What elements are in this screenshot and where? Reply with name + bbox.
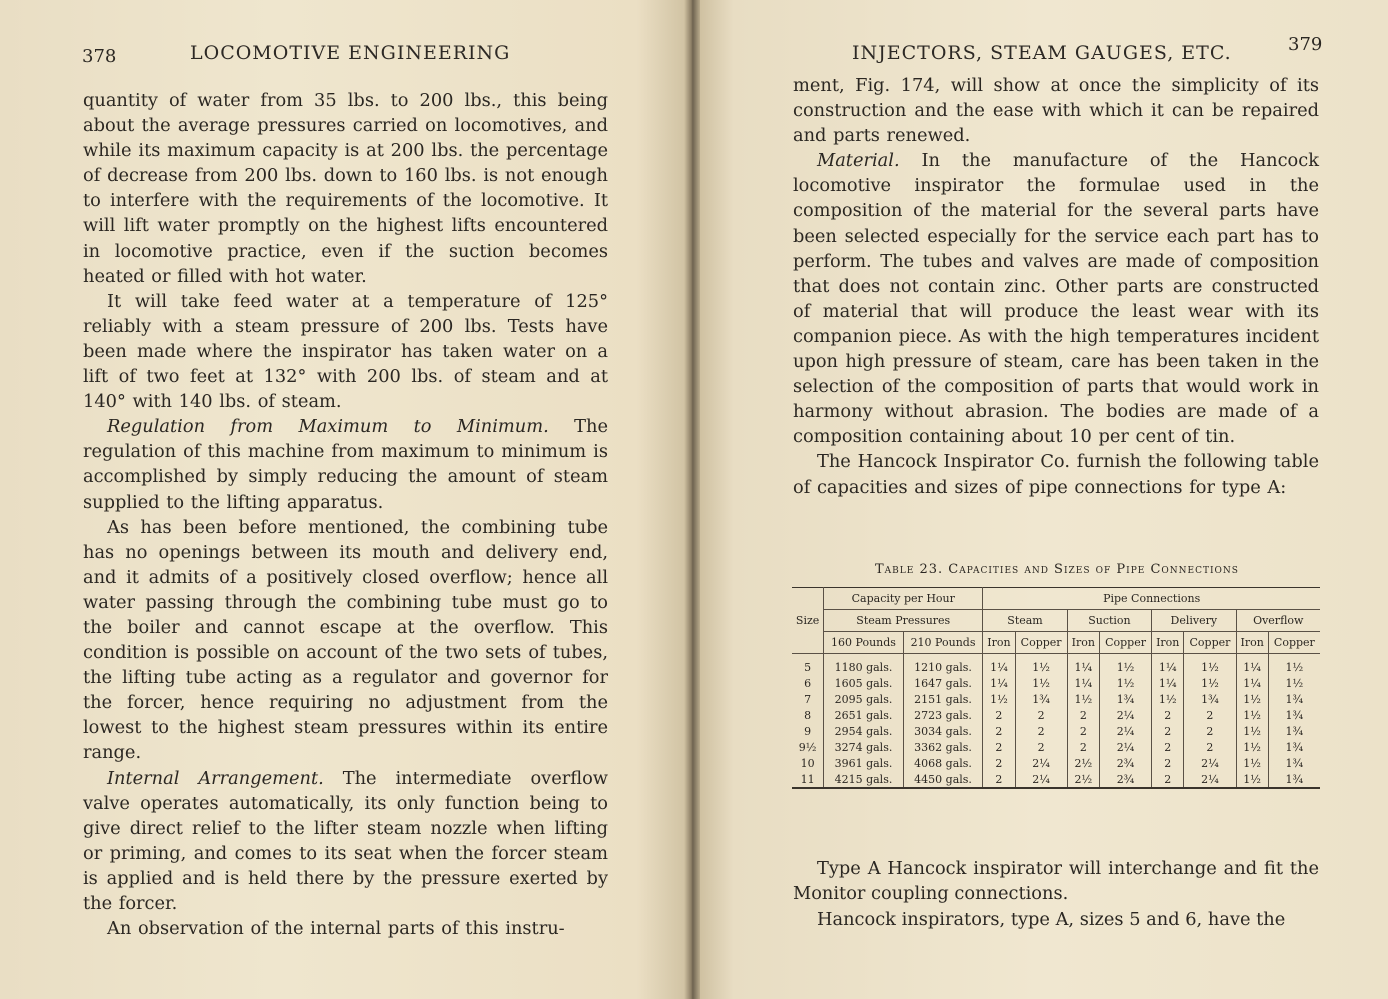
section-heading: Internal Arrangement. (107, 767, 324, 789)
table-cell: 1½ (1067, 691, 1099, 707)
table-cell: 3961 gals. (824, 755, 904, 771)
table-cell: 2½ (1067, 755, 1099, 771)
column-header: Copper (1099, 632, 1151, 654)
closing-text (793, 856, 1319, 932)
table-cell: 1180 gals. (824, 654, 904, 676)
body-text (793, 73, 1319, 500)
table-cell: 1½ (1152, 691, 1184, 707)
table-cell: 2¼ (1015, 771, 1067, 788)
table-cell: 2 (983, 707, 1015, 723)
column-header: Iron (1152, 632, 1184, 654)
group-header-steam: Steam (983, 610, 1067, 632)
table-cell: 2 (1015, 739, 1067, 755)
table-cell: 1½ (1099, 654, 1151, 676)
table-cell: 1¾ (1268, 691, 1320, 707)
paragraph: Type A Hancock inspirator will interchange and fit the Monitor coupling connections. (793, 858, 1319, 905)
table-cell: 2 (1067, 723, 1099, 739)
column-header: 160 Pounds (824, 632, 904, 654)
right-page (692, 0, 1388, 999)
column-header: Iron (1236, 632, 1268, 654)
table-row (792, 691, 1320, 707)
left-page (0, 0, 692, 999)
table-cell: 2 (1152, 723, 1184, 739)
group-header-suction: Suction (1067, 610, 1151, 632)
table-row (792, 707, 1320, 723)
table-cell: 1½ (1236, 771, 1268, 788)
table-cell: 1½ (1015, 675, 1067, 691)
table (792, 587, 1320, 789)
table-row (792, 755, 1320, 771)
table-cell: 3274 gals. (824, 739, 904, 755)
group-header-overflow: Overflow (1236, 610, 1320, 632)
table-cell: 2¼ (1099, 707, 1151, 723)
table-cell: 1½ (1236, 691, 1268, 707)
table-cell: 1¼ (983, 654, 1015, 676)
pipe-connections-header: Pipe Connections (983, 588, 1320, 610)
column-header: Iron (1067, 632, 1099, 654)
table-cell: 1¾ (1268, 739, 1320, 755)
table-cell: 2¼ (1099, 723, 1151, 739)
running-head: LOCOMOTIVE ENGINEERING (190, 42, 511, 64)
column-header: Copper (1184, 632, 1236, 654)
page-number: 378 (82, 46, 117, 67)
table-cell: 2 (1152, 771, 1184, 788)
table-cell: 1½ (983, 691, 1015, 707)
table-cell: 2¼ (1099, 739, 1151, 755)
paragraph: Hancock inspirators, type A, sizes 5 and 6, have the (817, 908, 1286, 930)
table-cell: 1¾ (1268, 755, 1320, 771)
paragraph: Internal Arrangement. The intermediate overflow valve operates automatically, its only function being to give direct relief to the lifter steam nozzle when lifting or priming, and comes to its seat when the forcer steam is applied and is held there by the pressure exerted by the forcer. (83, 767, 609, 914)
size-cell: 5 (804, 660, 812, 674)
column-header: 210 Pounds (903, 632, 983, 654)
size-cell: 11 (800, 772, 815, 786)
table-cell: 1½ (1184, 675, 1236, 691)
table-cell: 2 (1152, 707, 1184, 723)
table-cell: 1¼ (1236, 675, 1268, 691)
size-cell: 9 (804, 724, 812, 738)
book-gutter (684, 0, 700, 999)
table-cell: 2 (1015, 707, 1067, 723)
table-cell: 2 (1152, 739, 1184, 755)
table-cell: 1647 gals. (903, 675, 983, 691)
table-cell: 2651 gals. (824, 707, 904, 723)
table-cell: 1½ (1184, 654, 1236, 676)
table-row (792, 654, 1320, 676)
table-cell: 2¼ (1015, 755, 1067, 771)
table-cell: 1½ (1236, 707, 1268, 723)
table-row (792, 675, 1320, 691)
page-number: 379 (1288, 34, 1323, 55)
table-cell: 1¼ (1152, 675, 1184, 691)
table-cell: 2¼ (1184, 755, 1236, 771)
table-cell: 2723 gals. (903, 707, 983, 723)
table-cell: 1¾ (1184, 691, 1236, 707)
table-cell: 1210 gals. (903, 654, 983, 676)
table-cell: 1¼ (1152, 654, 1184, 676)
section-heading: Material. (817, 150, 900, 172)
table-row (792, 723, 1320, 739)
paragraph: ment, Fig. 174, will show at once the simplicity of its construction and the ease with which it can be repaired and parts renewed. (793, 75, 1319, 147)
size-header: Size (792, 588, 824, 654)
table-cell: 2095 gals. (824, 691, 904, 707)
table-cell: 4450 gals. (903, 771, 983, 788)
paragraph: As has been before mentioned, the combining tube has no openings between its mouth and delivery end, and it admits of a positively closed overflow; hence all water passing through the combining tube must go to the boiler and cannot escape at the overflow. This condition is possible on account of the two sets of tubes, the lifting tube acting as a regulator and governor for the forcer, hence requiring no adjustment from the lowest to the highest steam pressures within its entire range. (83, 516, 608, 764)
table-cell: 1½ (1268, 654, 1320, 676)
size-cell: 10 (800, 756, 815, 770)
table-cell: 2¼ (1184, 771, 1236, 788)
table-cell: 3034 gals. (903, 723, 983, 739)
paragraph: Material. In the manufacture of the Hancock locomotive inspirator the formulae used in the composition of the material for the several parts have been selected especially for the service each part has to perform. The tubes and valves are made of composition that does not contain zinc. Other parts are constructed of material that will produce the least wear with its companion piece. As with the high temperatures incident upon high pressure of steam, care has been taken in the selection of the composition of parts that would work in harmony without abrasion. The bodies are made of a composition containing about 10 per cent of tin. (793, 150, 1319, 448)
table-cell: 2¾ (1099, 755, 1151, 771)
table-cell: 4068 gals. (903, 755, 983, 771)
paragraph: It will take feed water at a temperature of 125° reliably with a steam pressure of 200 lbs. Tests have been made where the inspirator has taken water on a lift of two feet at 132° with 200 lbs. of steam and at 140° with 140 lbs. of steam. (83, 290, 608, 413)
table-cell: 1¾ (1268, 771, 1320, 788)
table-cell: 2 (1184, 707, 1236, 723)
table-cell: 1½ (1236, 755, 1268, 771)
table-cell: 2151 gals. (903, 691, 983, 707)
paragraph: An observation of the internal parts of this instru- (107, 918, 565, 940)
table-cell: 3362 gals. (903, 739, 983, 755)
capacity-table (792, 562, 1322, 789)
table-cell: 2 (983, 755, 1015, 771)
size-cell: 8 (804, 708, 812, 722)
table-cell: 2 (983, 739, 1015, 755)
table-cell: 4215 gals. (824, 771, 904, 788)
table-cell: 2 (983, 723, 1015, 739)
table-cell: 1¼ (983, 675, 1015, 691)
table-cell: 1½ (1236, 739, 1268, 755)
table-cell: 2 (1067, 707, 1099, 723)
table-row (792, 739, 1320, 755)
size-cell: 7 (804, 692, 812, 706)
table-row (792, 771, 1320, 788)
table-cell: 1¾ (1015, 691, 1067, 707)
column-header: Copper (1268, 632, 1320, 654)
table-cell: 1½ (1015, 654, 1067, 676)
table-cell: 2 (983, 771, 1015, 788)
table-cell: 2½ (1067, 771, 1099, 788)
table-cell: 1½ (1268, 675, 1320, 691)
table-cell: 1¼ (1236, 654, 1268, 676)
table-cell: 1½ (1099, 675, 1151, 691)
table-cell: 2¾ (1099, 771, 1151, 788)
size-cell: 6 (804, 676, 812, 690)
table-body (792, 654, 1320, 789)
table-cell: 1¾ (1268, 707, 1320, 723)
paragraph: The Hancock Inspirator Co. furnish the following table of capacities and sizes of pipe connections for type A: (793, 451, 1319, 498)
paragraph: Regulation from Maximum to Minimum. The regulation of this machine from maximum to minimum is accomplished by simply reducing the amount of steam supplied to the lifting apparatus. (83, 416, 608, 513)
column-header: Iron (983, 632, 1015, 654)
steam-pressures-header: Steam Pressures (824, 610, 983, 632)
body-text (83, 88, 608, 941)
table-cell: 1¾ (1268, 723, 1320, 739)
table-cell: 1½ (1236, 723, 1268, 739)
table-cell: 2 (1184, 723, 1236, 739)
paragraph: quantity of water from 35 lbs. to 200 lbs., this being about the average pressures carried on locomotives, and while its maximum capacity is at 200 lbs. the percentage of decrease from 200 lbs. down to 160 lbs. is not enough to interfere with the requirements of the locomotive. It will lift water promptly on the highest lifts encountered in locomotive practice, even if the suction becomes heated or filled with hot water. (83, 90, 608, 287)
table-cell: 2 (1152, 755, 1184, 771)
table-cell: 1¼ (1067, 654, 1099, 676)
running-head: INJECTORS, STEAM GAUGES, ETC. (852, 42, 1232, 64)
column-header: Copper (1015, 632, 1067, 654)
table-cell: 2 (1184, 739, 1236, 755)
table-cell: 2 (1015, 723, 1067, 739)
table-cell: 2 (1067, 739, 1099, 755)
section-heading: Regulation from Maximum to Minimum. (107, 416, 549, 438)
table-cell: 1¾ (1099, 691, 1151, 707)
group-header-delivery: Delivery (1152, 610, 1236, 632)
size-cell: 9½ (798, 740, 817, 754)
table-caption: Table 23. Capacities and Sizes of Pipe Connections (875, 562, 1239, 577)
table-cell: 2954 gals. (824, 723, 904, 739)
table-cell: 1¼ (1067, 675, 1099, 691)
capacity-header: Capacity per Hour (824, 588, 983, 610)
table-cell: 1605 gals. (824, 675, 904, 691)
